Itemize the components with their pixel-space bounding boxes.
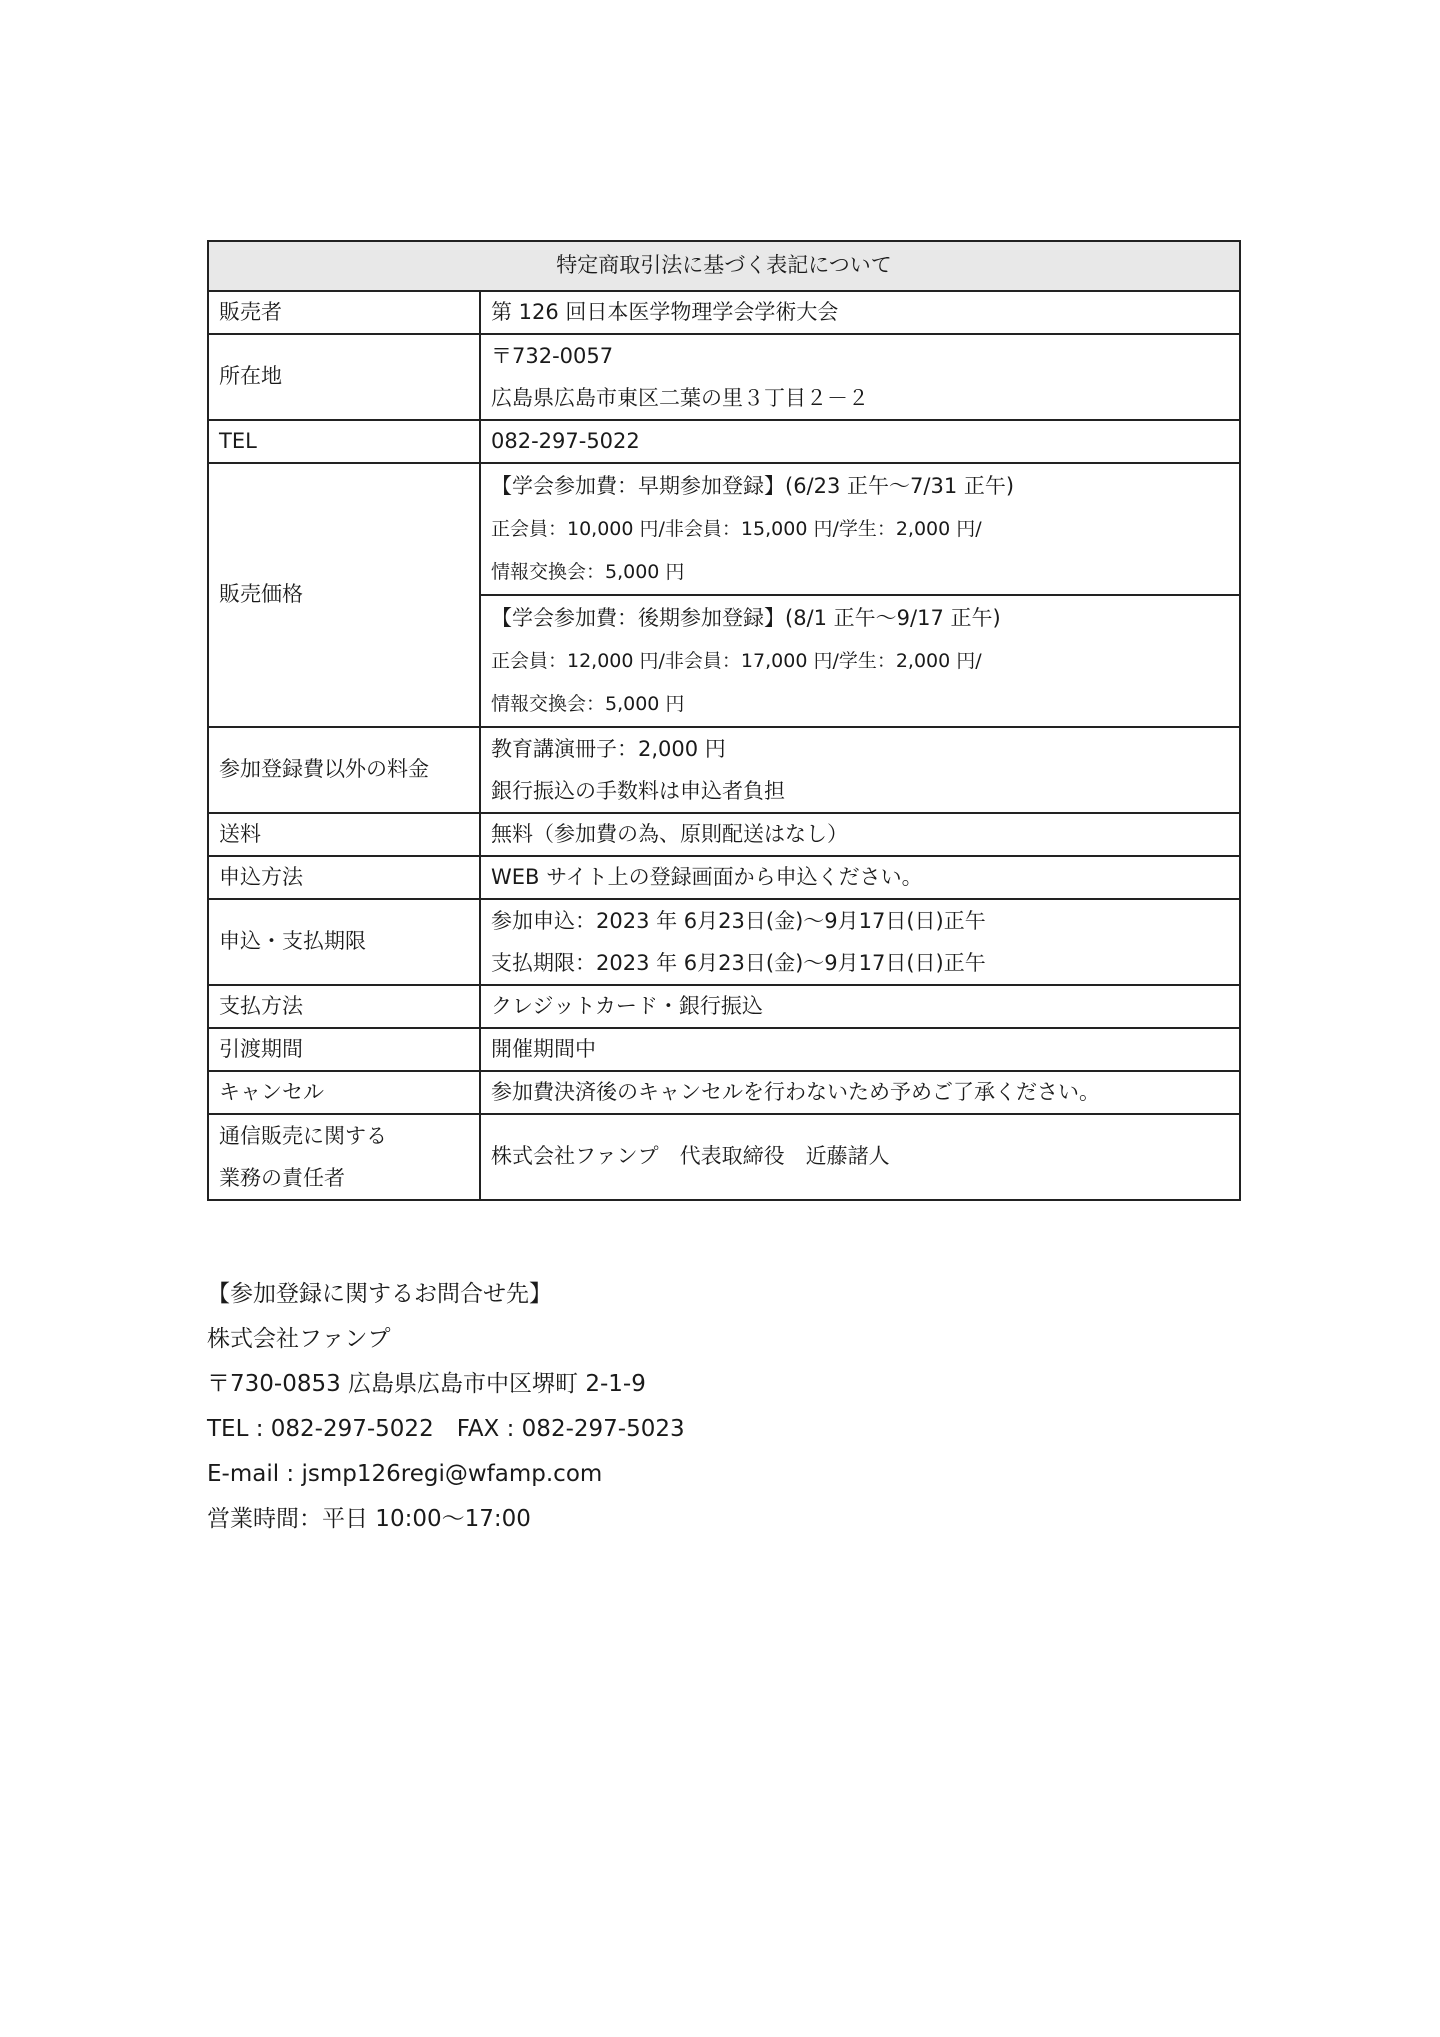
responsible-label-line1: 通信販売に関する xyxy=(219,1124,387,1148)
table-row-tel xyxy=(208,420,1240,463)
contact-address: 〒730-0853 広島県広島市中区堺町 2-1-9 xyxy=(207,1371,646,1397)
delivery-value: 開催期間中 xyxy=(480,1028,1240,1071)
tel-value: 082-297-5022 xyxy=(480,420,1240,463)
price-early-block xyxy=(481,464,1239,594)
contact-company: 株式会社ファンプ xyxy=(207,1326,391,1352)
payment-label: 支払方法 xyxy=(208,985,480,1028)
legal-notice-table xyxy=(207,240,1241,1201)
delivery-label: 引渡期間 xyxy=(208,1028,480,1071)
address-line: 広島県広島市東区二葉の里３丁目２－２ xyxy=(491,386,869,410)
tel-label: TEL xyxy=(208,420,480,463)
responsible-label xyxy=(208,1114,480,1200)
other-fees-label: 参加登録費以外の料金 xyxy=(208,727,480,813)
other-fees-line1: 教育講演冊子：2,000 円 xyxy=(491,737,726,761)
other-fees-value xyxy=(480,727,1240,813)
table-row-payment xyxy=(208,985,1240,1028)
contact-email[interactable]: E-mail : jsmp126regi@wfamp.com xyxy=(207,1461,603,1487)
apply-method-label: 申込方法 xyxy=(208,856,480,899)
contact-phone: TEL : 082-297-5022 FAX : 082-297-5023 xyxy=(207,1416,685,1442)
address-value xyxy=(480,334,1240,420)
table-row-seller xyxy=(208,291,1240,334)
price-late-heading: 【学会参加費：後期参加登録】(8/1 正午～9/17 正午) xyxy=(491,606,1001,630)
cancel-label: キャンセル xyxy=(208,1071,480,1114)
price-value xyxy=(480,463,1240,727)
shipping-value: 無料（参加費の為、原則配送はなし） xyxy=(480,813,1240,856)
table-row-cancel xyxy=(208,1071,1240,1114)
address-label: 所在地 xyxy=(208,334,480,420)
table-row-apply-method xyxy=(208,856,1240,899)
deadline-value xyxy=(480,899,1240,985)
price-early-exchange: 情報交換会：5,000 円 xyxy=(491,561,685,583)
table-row-delivery xyxy=(208,1028,1240,1071)
price-late-exchange: 情報交換会：5,000 円 xyxy=(491,693,685,715)
contact-hours: 営業時間：平日 10:00～17:00 xyxy=(207,1506,531,1532)
price-late-block xyxy=(481,594,1239,726)
deadline-label: 申込・支払期限 xyxy=(208,899,480,985)
deadline-line2: 支払期限：2023 年 6月23日(金)～9月17日(日)正午 xyxy=(491,951,986,975)
responsible-label-line2: 業務の責任者 xyxy=(219,1166,345,1190)
price-label: 販売価格 xyxy=(208,463,480,727)
payment-value: クレジットカード・銀行振込 xyxy=(480,985,1240,1028)
apply-method-value: WEB サイト上の登録画面から申込ください。 xyxy=(480,856,1240,899)
table-title: 特定商取引法に基づく表記について xyxy=(208,241,1240,291)
seller-label: 販売者 xyxy=(208,291,480,334)
table-row-price xyxy=(208,463,1240,727)
table-row-address xyxy=(208,334,1240,420)
table-row-shipping xyxy=(208,813,1240,856)
table-title-row xyxy=(208,241,1240,291)
price-early-heading: 【学会参加費：早期参加登録】(6/23 正午～7/31 正午) xyxy=(491,474,1015,498)
contact-heading: 【参加登録に関するお問合せ先】 xyxy=(207,1281,552,1307)
contact-section xyxy=(207,1272,685,1542)
deadline-line1: 参加申込：2023 年 6月23日(金)～9月17日(日)正午 xyxy=(491,909,986,933)
address-postal: 〒732-0057 xyxy=(491,344,614,368)
price-late-fees: 正会員：12,000 円/非会員：17,000 円/学生：2,000 円/ xyxy=(491,650,982,672)
seller-value: 第 126 回日本医学物理学会学術大会 xyxy=(480,291,1240,334)
table-row-deadline xyxy=(208,899,1240,985)
price-early-fees: 正会員：10,000 円/非会員：15,000 円/学生：2,000 円/ xyxy=(491,518,982,540)
table-row-other-fees xyxy=(208,727,1240,813)
other-fees-line2: 銀行振込の手数料は申込者負担 xyxy=(491,779,785,803)
cancel-value: 参加費決済後のキャンセルを行わないため予めご了承ください。 xyxy=(480,1071,1240,1114)
table-row-responsible xyxy=(208,1114,1240,1200)
shipping-label: 送料 xyxy=(208,813,480,856)
responsible-value: 株式会社ファンプ 代表取締役 近藤諸人 xyxy=(480,1114,1240,1200)
